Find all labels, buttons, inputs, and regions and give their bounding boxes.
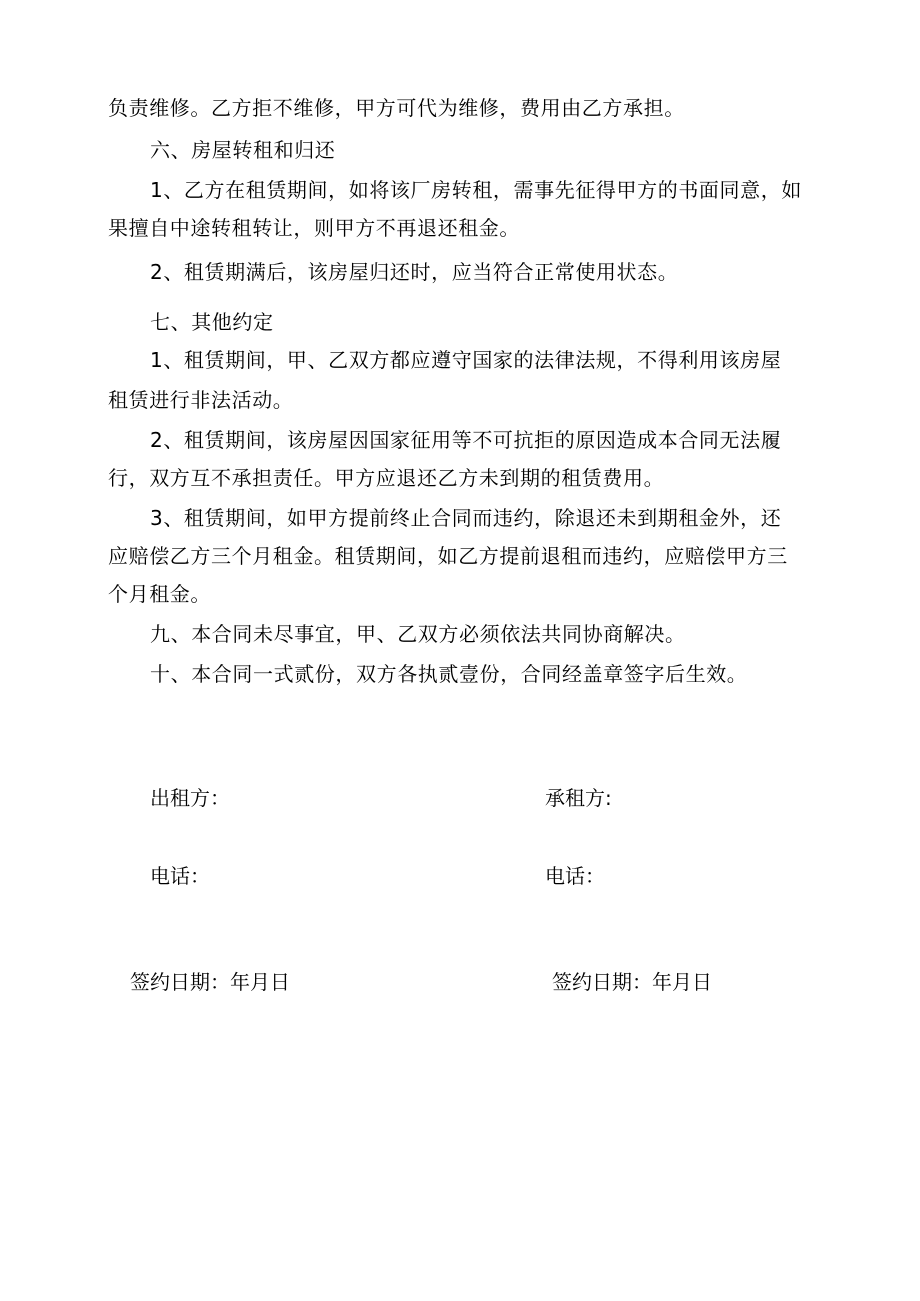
section-heading: 六、房屋转租和归还 — [150, 138, 336, 162]
lessee-date-label: 签约日期：年月日 — [552, 970, 712, 994]
clause-line: 1、乙方在租赁期间，如将该厂房转租，需事先征得甲方的书面同意，如 — [150, 178, 802, 202]
clause-line: 负责维修。乙方拒不维修，甲方可代为维修，费用由乙方承担。 — [108, 96, 685, 120]
clause-line: 租赁进行非法活动。 — [108, 388, 294, 412]
lessor-label: 出租方： — [150, 786, 230, 810]
clause-line: 个月租金。 — [108, 582, 211, 606]
clause-line: 1、租赁期间，甲、乙双方都应遵守国家的法律法规，不得利用该房屋 — [150, 348, 782, 372]
clause-line: 2、租赁期满后，该房屋归还时，应当符合正常使用状态。 — [150, 260, 679, 284]
clause-line: 果擅自中途转租转让，则甲方不再退还租金。 — [108, 216, 520, 240]
lessee-label: 承租方: — [545, 786, 612, 810]
clause-line: 十、本合同一式贰份，双方各执贰壹份，合同经盖章签字后生效。 — [150, 662, 748, 686]
clause-line: 2、租赁期间，该房屋因国家征用等不可抗拒的原因造成本合同无法履 — [150, 428, 782, 452]
lessor-date-label: 签约日期：年月日 — [130, 970, 290, 994]
clause-line: 九、本合同未尽事宜，甲、乙双方必须依法共同协商解决。 — [150, 622, 686, 646]
lessor-phone-label: 电话： — [150, 864, 210, 888]
section-heading: 七、其他约定 — [150, 310, 274, 334]
clause-line: 应赔偿乙方三个月租金。租赁期间，如乙方提前退租而违约，应赔偿甲方三 — [108, 544, 788, 568]
clause-line: 行，双方互不承担责任。甲方应退还乙方未到期的租赁费用。 — [108, 466, 665, 490]
clause-line: 3、租赁期间，如甲方提前终止合同而违约，除退还未到期租金外，还 — [150, 506, 782, 530]
lessee-phone-label: 电话： — [545, 864, 605, 888]
